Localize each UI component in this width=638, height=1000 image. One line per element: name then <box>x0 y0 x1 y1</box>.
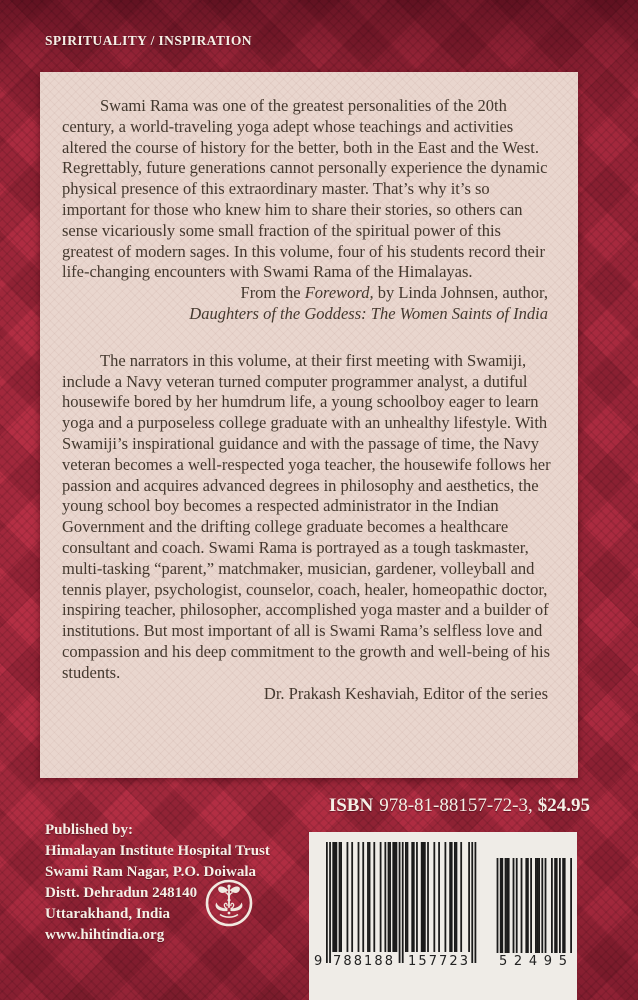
svg-text:157723: 157723 <box>408 954 468 969</box>
category-label: SPIRITUALITY / INSPIRATION <box>45 33 252 48</box>
foreword-title-italic: Foreword, <box>304 283 374 303</box>
svg-text:788188: 788188 <box>333 954 393 969</box>
svg-text:52495: 52495 <box>499 954 567 969</box>
publisher-line: Swami Ram Nagar, P.O. Doiwala <box>45 864 256 880</box>
editor-attribution: Dr. Prakash Keshaviah, Editor of the series <box>263 683 548 703</box>
publisher-line: Uttarakhand, India <box>45 906 171 922</box>
barcode-svg <box>309 832 577 1000</box>
isbn-line <box>290 795 590 817</box>
blurb-paragraph-1: Swami Rama was one of the greatest personalities of the 20th century, a world-traveling yoga adept whose teachings and activities altered the course of history for the better, both in the East and the West. Regrettably, future generations cannot personally experience the dynamic physical presence of this extraordinary master. That’s why it’s so important for those who knew him to share their stories, so others can sense vicariously some small fraction of the spiritual power of this greatest of modern sages. In this volume, four of his students record their life-changing encounters with Swami Rama of the Himalayas. <box>62 96 548 282</box>
blurb-panel <box>40 72 578 778</box>
foreword-attribution-prefix: From the <box>240 283 305 303</box>
svg-text:9: 9 <box>314 954 323 969</box>
isbn-number: 978-81-88157-72-3, <box>379 795 533 816</box>
foreword-attribution-suffix: by Linda Johnsen, author, <box>373 283 548 303</box>
barcode-panel <box>309 832 577 1000</box>
blurb-paragraph-2: The narrators in this volume, at their first meeting with Swamiji, include a Navy veteran turned computer programmer analyst, a dutiful housewife bored by her humdrum life, a young schoolboy eager to learn yoga and a purposeless college graduate with an unhealthy lifestyle. With Swamiji’s inspirational guidance and with the passage of time, the Navy veteran becomes a well-respected yoga teacher, the housewife follows her passion and acquires advanced degrees in philosophy and aesthetics, the young school boy becomes a respected administrator in the Indian Government and the drifting college graduate becomes a healthcare consultant and coach. Swami Rama is portrayed as a tough taskmaster, multi-tasking “parent,” matchmaker, musician, gardener, volleyball and tennis player, psychologist, counselor, coach, healer, homeopathic doctor, inspiring teacher, philosopher, accomplished yoga master and a builder of institutions. But most important of all is Swami Rama’s selfless love and compassion and his deep commitment to the growth and well-being of his students. <box>62 350 551 682</box>
publisher-line: Himalayan Institute Hospital Trust <box>45 843 270 859</box>
hiht-emblem-icon <box>203 877 255 929</box>
foreword-book-title: Daughters of the Goddess: The Women Saints of India <box>189 303 548 323</box>
publisher-website: www.hihtindia.org <box>45 927 165 943</box>
isbn-label: ISBN <box>328 795 374 816</box>
isbn-price: $24.95 <box>537 795 590 816</box>
publisher-heading: Published by: <box>45 822 133 838</box>
foreword-attribution <box>62 283 556 304</box>
publisher-line: Distt. Dehradun 248140 <box>45 885 198 901</box>
